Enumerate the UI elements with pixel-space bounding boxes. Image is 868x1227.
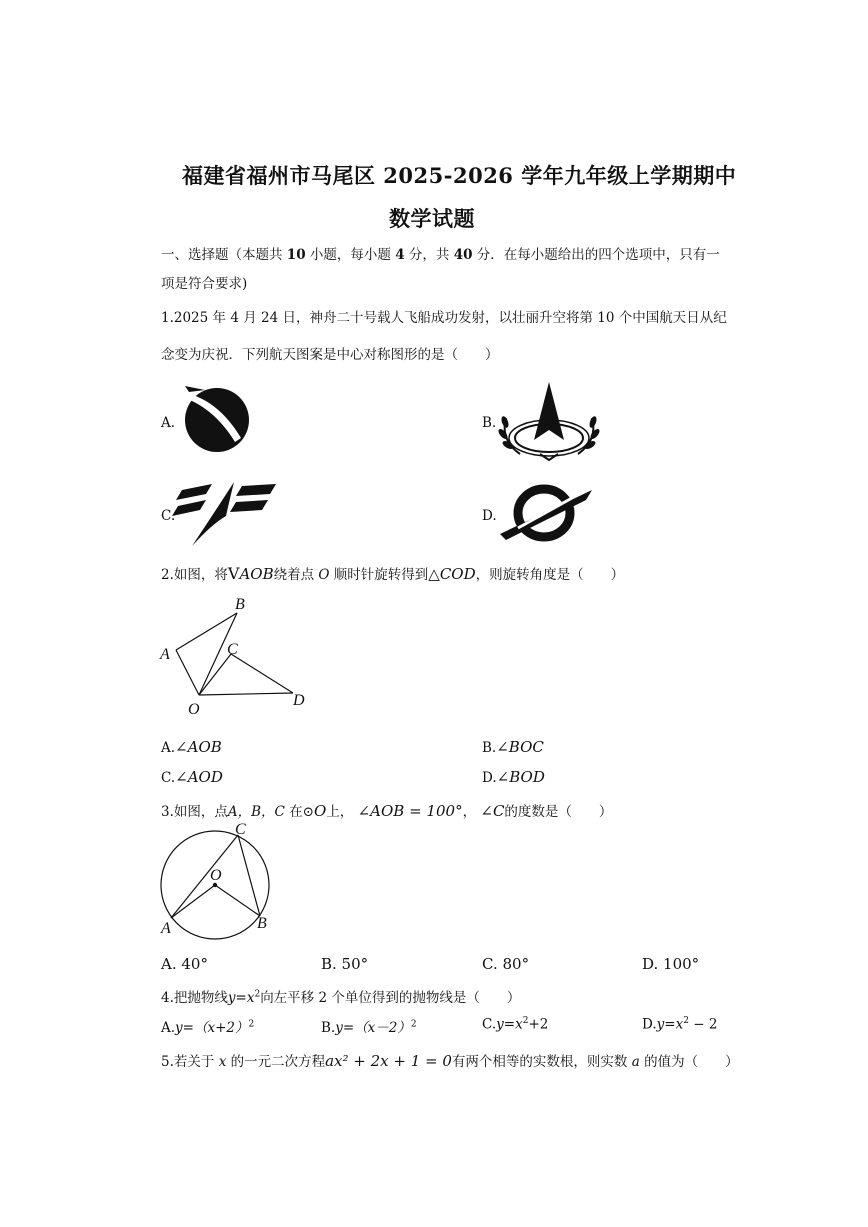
question-2-text: 2.如图，将VAOB绕着点 O 顺时针旋转得到△COD，则旋转角度是（ ）	[161, 564, 625, 583]
q3-option-c: C. 80°	[482, 955, 530, 973]
q1-option-d-label: D.	[482, 508, 497, 524]
point-d-label: D	[293, 692, 305, 709]
section-title: 一、选择题	[161, 247, 229, 263]
q4-option-d: $D.y=x^2 - 2$	[642, 1016, 718, 1033]
point-c-label: C	[227, 641, 238, 658]
q3-figure	[155, 822, 280, 940]
q2-option-b: B.∠BOC	[482, 738, 544, 756]
q4-option-b: $B.y=(x-2)^2$	[321, 1019, 417, 1036]
question-4-text: 4.把抛物线$y=x^2$向左平移 2 个单位得到的抛物线是（ ）	[161, 989, 521, 1006]
point-c-label: C	[235, 821, 246, 838]
exam-subtitle: 数学试题	[389, 206, 475, 231]
point-o-label: O	[188, 701, 200, 718]
segment-od	[199, 693, 293, 695]
q2-option-a: A.∠AOB	[161, 738, 222, 756]
section-heading-line2: 项是符合要求)	[161, 276, 248, 292]
logo-a-image	[175, 384, 255, 454]
q1-option-c-label: C.	[161, 508, 176, 524]
logo-d-image	[498, 484, 594, 542]
logo-c-image	[172, 480, 282, 548]
point-a-label: A	[161, 920, 171, 937]
segment-ca	[171, 835, 238, 918]
logo-b-image	[496, 378, 602, 462]
q4-option-a: $A.y=(x+2)^2$	[161, 1019, 255, 1036]
q3-option-b: B. 50°	[321, 955, 369, 973]
q3-option-a: A. 40°	[161, 955, 208, 973]
section-heading: 一、选择题（本题共 10 小题，每小题 4 分，共 40 分．在每小题给出的四个选项中，只有一	[161, 247, 720, 263]
q3-option-d: D. 100°	[642, 955, 700, 973]
q2-option-c: C.∠AOD	[161, 768, 223, 786]
point-o-label: O	[210, 867, 222, 884]
question-5-text: 5.若关于 x 的一元二次方程ax² + 2x + 1 = 0有两个相等的实数根，则实数 a 的值为（ ）	[161, 1052, 739, 1070]
exam-title: 福建省福州市马尾区 2025-2026 学年九年级上学期期中	[182, 163, 737, 188]
segment-cd	[231, 654, 293, 693]
q1-option-b-label: B.	[482, 415, 497, 431]
q4-option-c: $C.y=x^2+2$	[482, 1016, 549, 1033]
q1-option-a-label: A.	[161, 415, 176, 431]
q2-figure	[155, 592, 325, 722]
question-1-line2: 念变为庆祝．下列航天图案是中心对称图形的是（ ）	[161, 347, 499, 363]
segment-cb	[238, 835, 260, 916]
segment-ao	[176, 650, 199, 695]
question-1-line1: 1.2025 年 4 月 24 日，神舟二十号载人飞船成功发射，以壮丽升空将第 10 个中国航天日从纪	[161, 310, 727, 326]
question-3-text: 3.如图，点A，B，C 在⊙O上， ∠AOB = 100°， ∠C的度数是（ ）	[161, 802, 613, 820]
point-a-label: A	[160, 646, 170, 663]
q2-option-d: D.∠BOD	[482, 768, 545, 786]
point-b-label: B	[257, 915, 267, 932]
point-b-label: B	[235, 596, 245, 613]
